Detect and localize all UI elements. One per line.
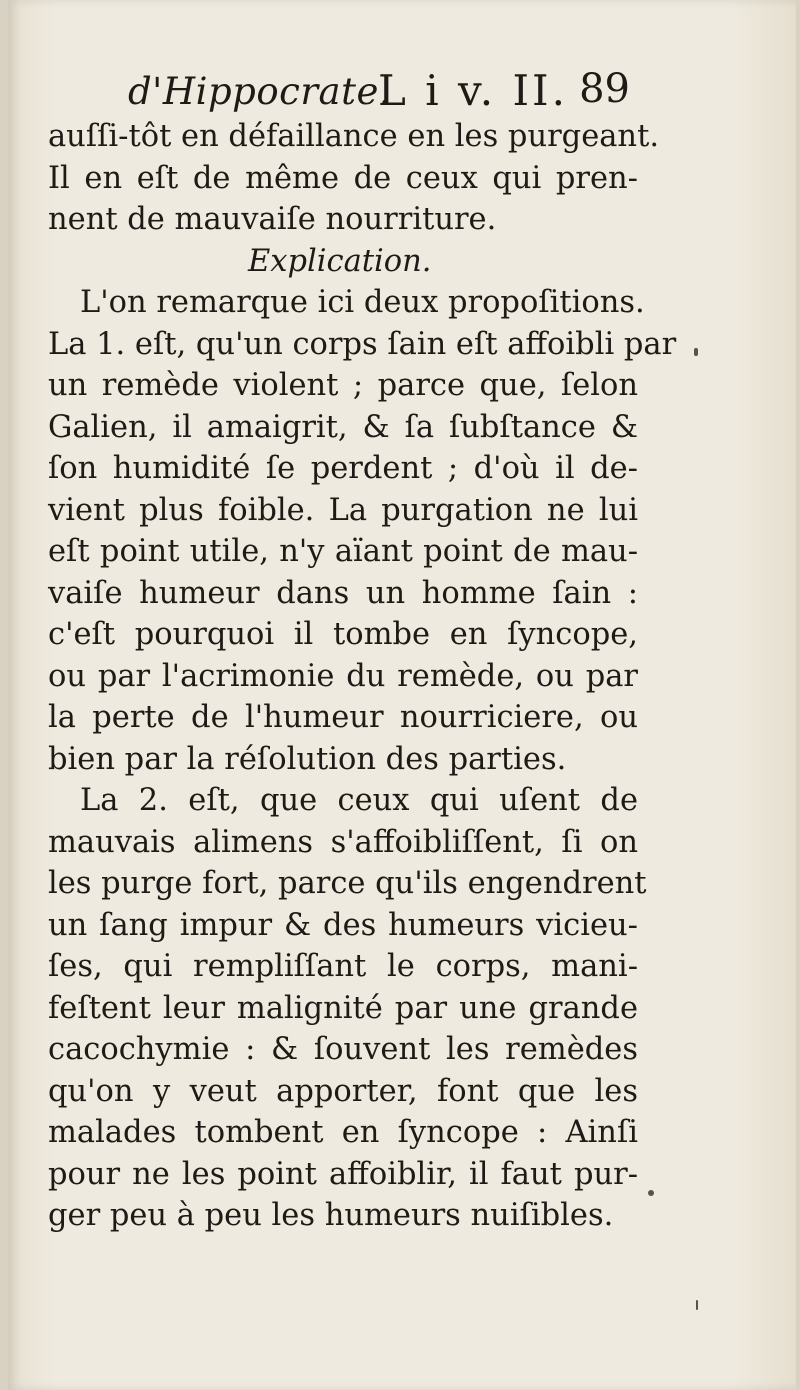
book-page [8, 0, 796, 1390]
text-line: ſes, qui rempliſſant le corps, mani- [48, 949, 638, 984]
text-line: nent de mauvaiſe nourriture. [48, 202, 497, 237]
text-line: un ſang impur & des humeurs vicieu- [48, 907, 638, 943]
running-title: d'Hippocrate. [128, 70, 392, 113]
text-line: La 1. eſt, qu'un corps ſain eſt affoibli par [48, 326, 677, 362]
text-line: pour ne les point affoiblir, il faut pur- [48, 1156, 638, 1192]
text-line: la perte de l'humeur nourriciere, ou [48, 700, 638, 735]
text-line: ſon humidité ſe perdent ; d'où il de- [48, 451, 638, 486]
text-line: bien par la réſolution des parties. [48, 741, 567, 777]
paper-speck [694, 348, 698, 356]
text-line: vaiſe humeur dans un homme ſain : [48, 575, 638, 611]
text-line: eſt point utile, n'y aïant point de mau- [48, 534, 638, 569]
text-line: les purge fort, parce qu'ils engendrent [48, 866, 647, 901]
text-line: ger peu à peu les humeurs nuiſibles. [48, 1198, 614, 1233]
text-line: qu'on y veut apporter, font que les [48, 1073, 638, 1109]
text-line: un remède violent ; parce que, ſelon [48, 368, 638, 403]
text-line: cacochymie : & ſouvent les remèdes [48, 1032, 638, 1067]
text-line: L'on remarque ici deux propoſitions. [80, 285, 645, 320]
text-line: vient plus foible. La purgation ne lui [48, 492, 638, 528]
paper-speck [696, 1300, 698, 1310]
page-number: 89 [579, 66, 630, 112]
paper-speck [648, 1190, 654, 1196]
text-line: auſſi-tôt en défaillance en les purgeant. [48, 119, 660, 154]
section-heading: Explication. [248, 243, 432, 279]
page-header [128, 62, 638, 118]
text-line: c'eſt pourquoi il tombe en ſyncope, [48, 617, 638, 652]
text-line: Il en eſt de même de ceux qui pren- [48, 160, 638, 196]
text-line: feſtent leur malignité par une grande [48, 990, 638, 1026]
text-line: ou par l'acrimonie du remède, ou par [48, 658, 638, 694]
body-text [48, 116, 677, 1237]
text-line: mauvais alimens s'affoibliſſent, ſi on [48, 824, 638, 860]
book-reference: L i v. II. [378, 66, 569, 115]
text-line: malades tombent en ſyncope : Ainſi [48, 1115, 638, 1150]
text-line: Galien, il amaigrit, & ſa ſubſtance & [48, 409, 638, 445]
text-line: La 2. eſt, que ceux qui uſent de [80, 783, 638, 818]
